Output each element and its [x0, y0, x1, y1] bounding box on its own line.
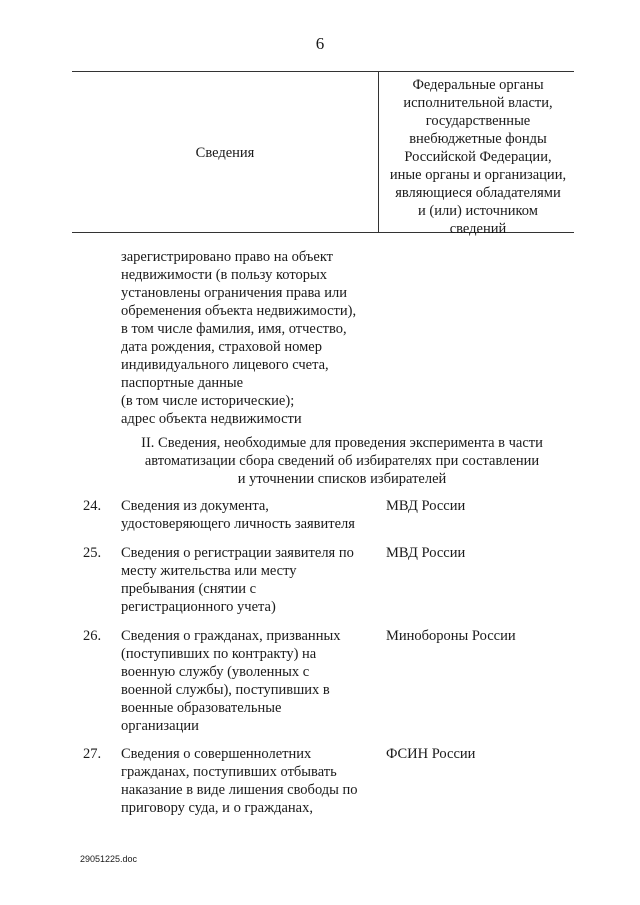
row-info-line: регистрационного учета) [121, 599, 276, 615]
row-number: 27. [83, 746, 102, 762]
row-info-line: Сведения о совершеннолетних [121, 746, 312, 762]
row-info [121, 544, 354, 616]
header-source-line: Федеральные органы [412, 77, 544, 93]
row-info-line: гражданах, поступивших отбывать [121, 764, 337, 780]
row-info-line: (поступивших по контракту) на [121, 646, 317, 662]
continuation-line: (в том числе исторические); [121, 393, 295, 409]
continuation-cell [121, 248, 356, 428]
section-heading-line: автоматизации сбора сведений об избирателях при составлении [144, 453, 540, 469]
row-number: 24. [83, 498, 102, 514]
row-source: МВД России [386, 545, 466, 561]
row-info-line: Сведения о регистрации заявителя по [121, 545, 354, 561]
table-header-column-divider [378, 71, 379, 233]
header-source-line: Российской Федерации, [404, 149, 552, 165]
row-info [121, 497, 355, 533]
continuation-line: недвижимости (в пользу которых [121, 267, 327, 283]
header-source-line: сведений [449, 221, 507, 237]
header-source-line: внебюджетные фонды [409, 131, 547, 147]
continuation-line: паспортные данные [121, 375, 244, 391]
row-info-line: месту жительства или месту [121, 563, 297, 579]
page-number: 6 [315, 34, 325, 53]
row-number: 26. [83, 628, 102, 644]
header-source-line: государственные [425, 113, 531, 129]
continuation-line: обременения объекта недвижимости), [121, 303, 357, 319]
header-source-line: иные органы и организации, [389, 167, 567, 183]
row-source: МВД России [386, 498, 466, 514]
row-info-line: военной службы), поступивших в [121, 682, 330, 698]
header-info-column: Сведения [195, 145, 255, 161]
header-source-column [382, 76, 574, 238]
row-info-line: наказание в виде лишения свободы по [121, 782, 358, 798]
section-heading-line: II. Сведения, необходимые для проведения эксперимента в части [141, 435, 543, 451]
row-number: 25. [83, 545, 102, 561]
continuation-line: установлены ограничения права или [121, 285, 347, 301]
header-source-line: являющиеся обладателями [395, 185, 561, 201]
header-source-line: исполнительной власти, [403, 95, 553, 111]
row-info-line: организации [121, 718, 199, 734]
continuation-line: индивидуального лицевого счета, [121, 357, 329, 373]
row-info-line: военные образовательные [121, 700, 282, 716]
row-source: ФСИН России [386, 746, 476, 762]
row-info-line: удостоверяющего личность заявителя [121, 516, 355, 532]
continuation-line: в том числе фамилия, имя, отчество, [121, 321, 347, 337]
row-info-line: Сведения из документа, [121, 498, 269, 514]
row-info-line: пребывания (снятии с [121, 581, 257, 597]
row-info-line: военную службу (уволенных с [121, 664, 310, 680]
row-source: Минобороны России [386, 628, 516, 644]
footer-document-code: 29051225.doc [80, 854, 138, 864]
table-header-top-rule [72, 71, 574, 72]
section-heading [82, 434, 602, 488]
row-info [121, 745, 358, 817]
section-heading-line: и уточнении списков избирателей [237, 471, 447, 487]
continuation-line: зарегистрировано право на объект [121, 249, 334, 265]
continuation-line: адрес объекта недвижимости [121, 411, 302, 427]
row-info-line: приговору суда, и о гражданах, [121, 800, 313, 816]
row-info-line: Сведения о гражданах, призванных [121, 628, 341, 644]
continuation-line: дата рождения, страховой номер [121, 339, 322, 355]
row-info [121, 627, 340, 735]
header-source-line: и (или) источником [418, 203, 538, 219]
